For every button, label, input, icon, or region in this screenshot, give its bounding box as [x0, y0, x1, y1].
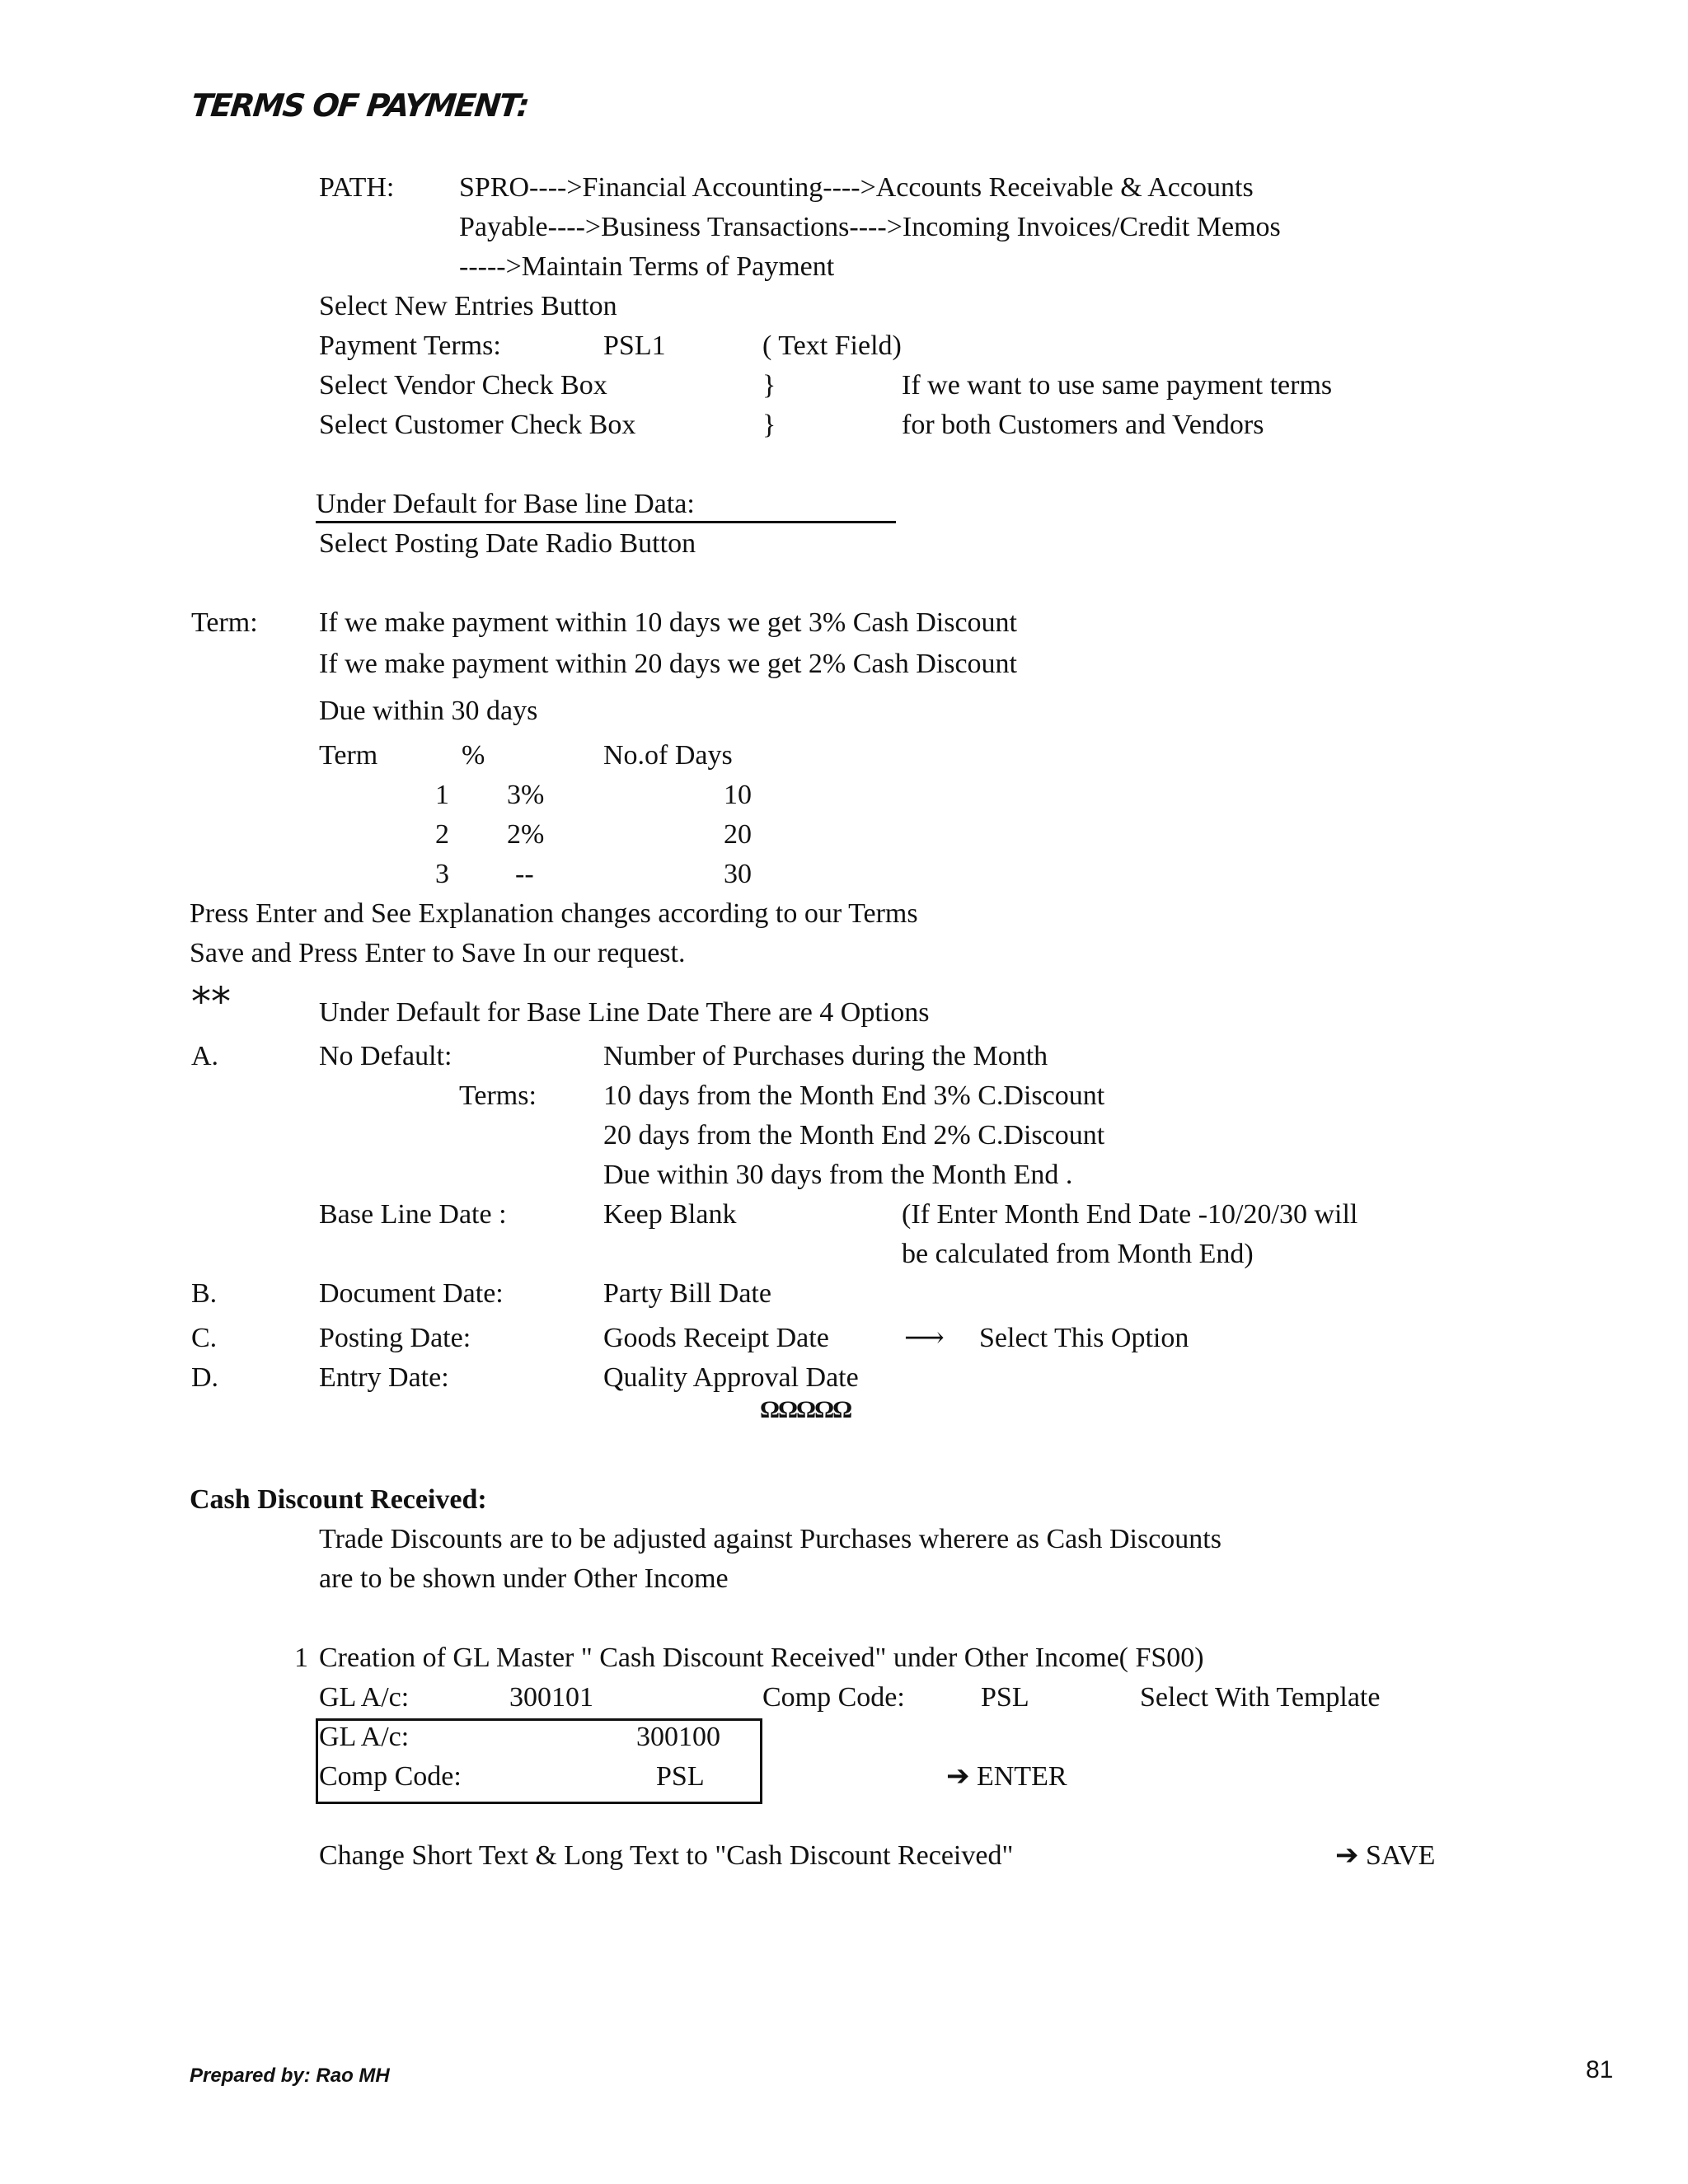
option-a-terms-line-2: 20 days from the Month End 2% C.Discount: [603, 1120, 1105, 1151]
term-label: Term:: [191, 607, 258, 638]
payment-terms-value: PSL1: [603, 330, 666, 361]
option-a-letter: A.: [191, 1041, 219, 1071]
posting-radio-instruction: Select Posting Date Radio Button: [319, 528, 696, 559]
term-table-header-term: Term: [319, 740, 378, 771]
step-text: Creation of GL Master " Cash Discount Received" under Other Income( FS00): [319, 1643, 1204, 1673]
select-with-template: Select With Template: [1140, 1682, 1381, 1713]
payment-terms-note: ( Text Field): [762, 330, 902, 361]
option-c-letter: C.: [191, 1323, 218, 1353]
cash-discount-line-1: Trade Discounts are to be adjusted against Purchases wherere as Cash Discounts: [319, 1524, 1221, 1554]
term-table-cell: 2%: [507, 819, 545, 850]
term-table-cell: 3: [435, 859, 449, 889]
vendor-check-instruction: Select Vendor Check Box: [319, 370, 607, 401]
option-a-label: No Default:: [319, 1041, 452, 1071]
term-line-2: If we make payment within 20 days we get 2% Cash Discount: [319, 649, 1017, 679]
gl-account-value: 300101: [509, 1682, 593, 1713]
step-number: 1: [294, 1643, 308, 1673]
option-d-letter: D.: [191, 1362, 219, 1393]
prepared-by: Prepared by: Rao MH: [190, 2064, 390, 2087]
option-d-desc: Quality Approval Date: [603, 1362, 859, 1393]
gl-account-label: GL A/c:: [319, 1682, 410, 1713]
arrow-right-icon: ⟶: [904, 1323, 945, 1353]
path-line-3: ----->Maintain Terms of Payment: [459, 251, 835, 282]
brace-2: }: [762, 410, 776, 440]
term-table-cell: 1: [435, 780, 449, 810]
enter-instruction: ➔ ENTER: [946, 1761, 1067, 1792]
base-line-date-note-1: (If Enter Month End Date -10/20/30 will: [902, 1199, 1358, 1230]
option-c-desc: Goods Receipt Date: [603, 1323, 829, 1353]
term-table-cell: 10: [724, 780, 752, 810]
term-table-header-pct: %: [462, 740, 485, 771]
page-number: 81: [1586, 2056, 1614, 2083]
page-title: TERMS OF PAYMENT:: [189, 87, 530, 124]
path-line-2: Payable---->Business Transactions---->Incoming Invoices/Credit Memos: [459, 212, 1281, 242]
brace-1: }: [762, 370, 776, 401]
option-c-label: Posting Date:: [319, 1323, 471, 1353]
template-comp-label: Comp Code:: [319, 1761, 462, 1792]
change-text-instruction: Change Short Text & Long Text to "Cash Discount Received": [319, 1840, 1014, 1871]
cash-discount-heading: Cash Discount Received:: [190, 1484, 487, 1515]
base-line-date-note-2: be calculated from Month End): [902, 1239, 1254, 1269]
term-table-cell: 2: [435, 819, 449, 850]
options-heading: Under Default for Base Line Date There are 4 Options: [319, 997, 930, 1028]
comp-code-value: PSL: [981, 1682, 1029, 1713]
option-c-note: Select This Option: [979, 1323, 1189, 1353]
asterisks-marker: **: [191, 979, 231, 1025]
option-a-terms-line-3: Due within 30 days from the Month End .: [603, 1160, 1073, 1190]
term-line-1: If we make payment within 10 days we get 3% Cash Discount: [319, 607, 1017, 638]
section-separator: ΩΩΩΩΩ: [760, 1396, 851, 1423]
path-line-1: SPRO---->Financial Accounting---->Accounts Receivable & Accounts: [459, 172, 1254, 203]
template-gl-value: 300100: [636, 1722, 720, 1752]
cash-discount-line-2: are to be shown under Other Income: [319, 1563, 729, 1594]
save-enter-note: Save and Press Enter to Save In our request.: [190, 938, 686, 968]
base-line-date-label: Base Line Date :: [319, 1199, 507, 1230]
term-table-cell: 3%: [507, 780, 545, 810]
option-a-desc: Number of Purchases during the Month: [603, 1041, 1048, 1071]
term-table-cell: --: [515, 859, 534, 889]
same-terms-note-1: If we want to use same payment terms: [902, 370, 1333, 401]
term-table-header-days: No.of Days: [603, 740, 733, 771]
base-line-date-value: Keep Blank: [603, 1199, 737, 1230]
option-b-label: Document Date:: [319, 1278, 504, 1309]
template-gl-label: GL A/c:: [319, 1722, 410, 1752]
template-comp-value: PSL: [656, 1761, 705, 1792]
same-terms-note-2: for both Customers and Vendors: [902, 410, 1264, 440]
option-d-label: Entry Date:: [319, 1362, 449, 1393]
new-entries-instruction: Select New Entries Button: [319, 291, 617, 321]
term-table-cell: 30: [724, 859, 752, 889]
term-line-3: Due within 30 days: [319, 696, 538, 726]
option-b-desc: Party Bill Date: [603, 1278, 771, 1309]
payment-terms-label: Payment Terms:: [319, 330, 501, 361]
term-table-cell: 20: [724, 819, 752, 850]
path-label: PATH:: [319, 172, 395, 203]
option-b-letter: B.: [191, 1278, 218, 1309]
comp-code-label: Comp Code:: [762, 1682, 905, 1713]
option-a-terms-label: Terms:: [459, 1080, 537, 1111]
customer-check-instruction: Select Customer Check Box: [319, 410, 636, 440]
option-a-terms-line-1: 10 days from the Month End 3% C.Discount: [603, 1080, 1105, 1111]
baseline-heading: Under Default for Base line Data:: [316, 488, 896, 523]
save-instruction: ➔ SAVE: [1335, 1840, 1436, 1871]
press-enter-note: Press Enter and See Explanation changes according to our Terms: [190, 898, 918, 929]
